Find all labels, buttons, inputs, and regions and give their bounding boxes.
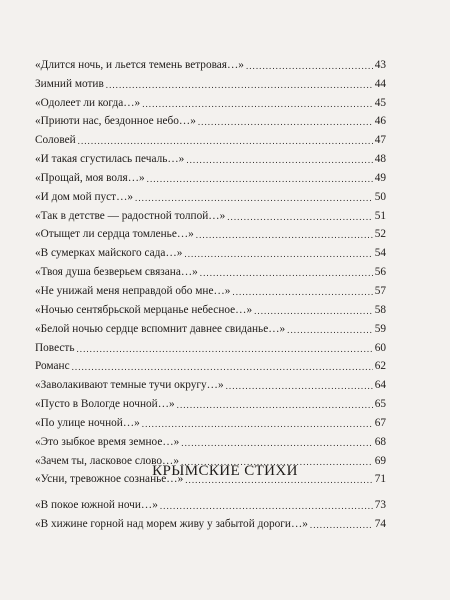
toc-leader-dots	[177, 400, 373, 411]
toc-entry-page-number: 64	[374, 379, 386, 392]
toc-entry-page-number: 71	[374, 473, 386, 486]
toc-entry	[35, 512, 386, 531]
toc-entry-page-number: 46	[374, 115, 386, 128]
toc-entry-page-number: 65	[374, 398, 386, 411]
toc-leader-dots	[200, 268, 373, 279]
toc-entry	[35, 355, 386, 374]
toc-entry-title: «Одолеет ли когда…»	[35, 96, 141, 109]
toc-entry-title: «Не унижай меня неправдой обо мне…»	[35, 284, 231, 297]
toc-entry	[35, 411, 386, 430]
toc-leader-dots	[160, 501, 373, 512]
toc-leader-dots	[254, 306, 373, 317]
toc-entry-title: «Прощай, моя воля…»	[35, 171, 145, 184]
toc-entry	[35, 110, 386, 129]
toc-entry	[35, 336, 386, 355]
toc-entry-title: «И дом мой пуст…»	[35, 190, 134, 203]
toc-leader-dots	[184, 249, 372, 260]
toc-leader-dots	[196, 230, 373, 241]
toc-leader-dots	[232, 287, 372, 298]
toc-leader-dots	[181, 438, 372, 449]
toc-entry-title: «И такая сгустилась печаль…»	[35, 153, 185, 166]
toc-entry-page-number: 56	[374, 266, 386, 279]
toc-leader-dots	[310, 520, 373, 531]
toc-leader-dots	[226, 381, 373, 392]
section-heading: КРЫМСКИЕ СТИХИ	[152, 463, 298, 479]
toc-entry-page-number: 60	[374, 341, 386, 354]
toc-entry-page-number: 52	[374, 228, 386, 241]
toc-entry	[35, 373, 386, 392]
toc-leader-dots	[198, 117, 373, 128]
toc-entry-title: «Отыщет ли сердца томленье…»	[35, 228, 194, 241]
toc-leader-dots	[78, 136, 373, 147]
toc-entry-page-number: 43	[374, 58, 386, 71]
toc-entry-title: «Приюти нас, бездонное небо…»	[35, 115, 196, 128]
toc-entry-title: Соловей	[35, 134, 76, 147]
toc-leader-dots	[72, 362, 373, 373]
toc-leader-dots	[186, 155, 372, 166]
toc-entry	[35, 493, 386, 512]
toc-entry-title: «Это зыбкое время земное…»	[35, 435, 180, 448]
toc-entry	[35, 147, 386, 166]
toc-entry-page-number: 51	[374, 209, 386, 222]
toc-entry-page-number: 49	[374, 171, 386, 184]
toc-entry-page-number: 50	[374, 190, 386, 203]
toc-main-list	[35, 53, 386, 486]
toc-entry-page-number: 62	[374, 360, 386, 373]
toc-leader-dots	[227, 212, 372, 223]
toc-entry-title: «Ночью сентябрьской мерцанье небесное…»	[35, 303, 253, 316]
toc-leader-dots	[135, 193, 373, 204]
toc-entry	[35, 204, 386, 223]
toc-entry-title: «Пусто в Вологде ночной…»	[35, 398, 175, 411]
toc-entry-title: «В сумерках майского сада…»	[35, 247, 183, 260]
toc-entry-page-number: 47	[374, 134, 386, 147]
toc-entry	[35, 185, 386, 204]
toc-entry	[35, 317, 386, 336]
toc-entry-page-number: 59	[374, 322, 386, 335]
toc-entry-title: «В хижине горной над морем живу у забытой дороги…»	[35, 517, 308, 530]
toc-entry-title: Повесть	[35, 341, 75, 354]
toc-leader-dots	[76, 344, 372, 355]
toc-entry-title: «Твоя душа безверьем связана…»	[35, 266, 198, 279]
toc-entry	[35, 260, 386, 279]
toc-entry-page-number: 57	[374, 284, 386, 297]
toc-entry-page-number: 48	[374, 153, 386, 166]
toc-entry	[35, 223, 386, 242]
toc-entry-page-number: 45	[374, 96, 386, 109]
toc-entry-title: «Зачем ты, ласковое слово…»	[35, 454, 179, 467]
toc-entry-page-number: 67	[374, 416, 386, 429]
toc-entry-title: «Длится ночь, и льется темень ветровая…»	[35, 58, 244, 71]
toc-entry-page-number: 58	[374, 303, 386, 316]
toc-entry-page-number: 73	[374, 498, 386, 511]
toc-entry	[35, 392, 386, 411]
toc-entry-page-number: 54	[374, 247, 386, 260]
toc-entry-title: «Белой ночью сердце вспомнит давнее свиданье…»	[35, 322, 286, 335]
toc-entry	[35, 430, 386, 449]
toc-entry-title: «Так в детстве — радостной толпой…»	[35, 209, 226, 222]
toc-crimea-list	[35, 493, 386, 531]
toc-leader-dots	[147, 174, 373, 185]
toc-entry-page-number: 69	[374, 454, 386, 467]
toc-entry	[35, 53, 386, 72]
toc-entry-title: Романс	[35, 360, 70, 373]
toc-entry	[35, 91, 386, 110]
toc-entry-page-number: 68	[374, 435, 386, 448]
toc-entry-title: Зимний мотив	[35, 77, 104, 90]
toc-leader-dots	[142, 99, 373, 110]
toc-entry-title: «В покое южной ночи…»	[35, 498, 158, 511]
toc-leader-dots	[287, 325, 373, 336]
toc-entry	[35, 72, 386, 91]
toc-leader-dots	[106, 80, 373, 91]
toc-entry-title: «По улице ночной…»	[35, 416, 140, 429]
toc-leader-dots	[246, 61, 373, 72]
toc-entry	[35, 279, 386, 298]
toc-entry-page-number: 74	[374, 517, 386, 530]
toc-entry	[35, 298, 386, 317]
toc-entry-title: «Усни, тревожное сознанье…»	[35, 473, 184, 486]
toc-leader-dots	[142, 419, 373, 430]
toc-entry	[35, 166, 386, 185]
toc-entry	[35, 128, 386, 147]
toc-entry-page-number: 44	[374, 77, 386, 90]
toc-entry-title: «Заволакивают темные тучи округу…»	[35, 379, 224, 392]
toc-entry	[35, 241, 386, 260]
